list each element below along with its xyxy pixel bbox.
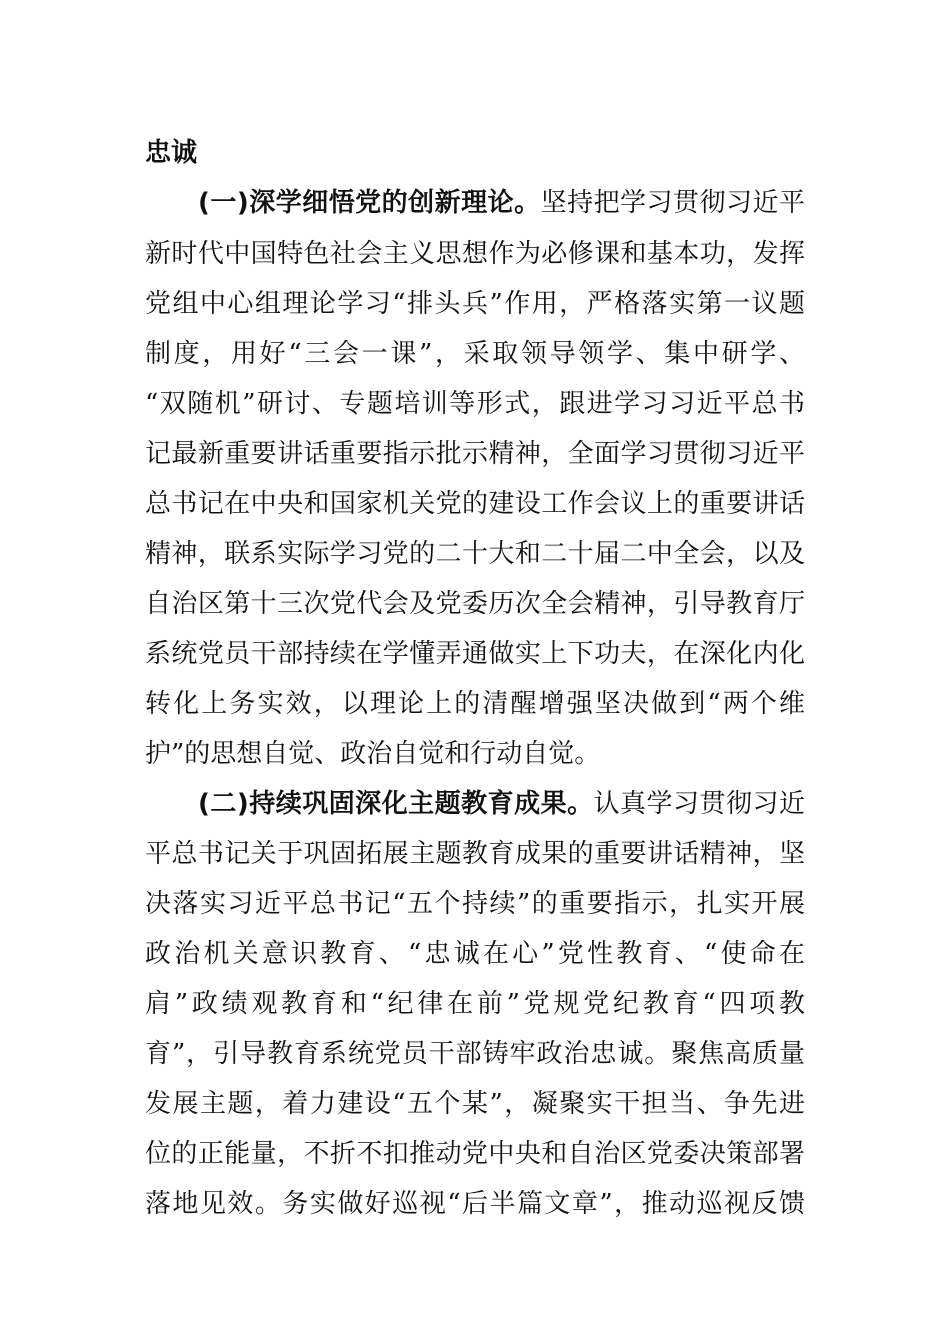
section2-line-6: 发展主题，着力建设“五个某”，凝聚实干担当、争先进 (145, 1089, 805, 1119)
section1-line-0: 坚持把学习贯彻习近平 (540, 188, 805, 218)
section1-first-line (198, 183, 805, 223)
section1-line-9: 系统党员干部持续在学懂弄通做实上下功夫，在深化内化 (145, 639, 805, 669)
section1-line-10: 转化上务实效，以理论上的清醒增强坚决做到“两个维 (145, 689, 805, 719)
section1-line-7: 精神，联系实际学习党的二十大和二十届二中全会，以及 (145, 539, 805, 569)
section2-line-1: 平总书记关于巩固拓展主题教育成果的重要讲话精神，坚 (145, 839, 805, 869)
section2-line-0: 认真学习贯彻习近 (593, 789, 805, 819)
section1-line-1: 新时代中国特色社会主义思想作为必修课和基本功，发挥 (145, 239, 805, 269)
section1-heading: (一)深学细悟党的创新理论。 (198, 188, 541, 218)
section1-line-3: 制度，用好“三会一课”，采取领导领学、集中研学、 (145, 339, 805, 369)
section1-line-11: 护”的思想自觉、政治自觉和行动自觉。 (145, 739, 601, 769)
section2-line-5: 育”，引导教育系统党员干部铸牢政治忠诚。聚焦高质量 (145, 1039, 805, 1069)
section1-line-2: 党组中心组理论学习“排头兵”作用，严格落实第一议题 (145, 289, 805, 319)
section2-line-4: 肩”政绩观教育和“纪律在前”党规党纪教育“四项教 (145, 989, 805, 1019)
section2-line-3: 政治机关意识教育、“忠诚在心”党性教育、“使命在 (145, 939, 805, 969)
fragment-heading: 忠诚 (145, 138, 198, 168)
section1-line-5: 记最新重要讲话重要指示批示精神，全面学习贯彻习近平 (145, 439, 805, 469)
section2-line-8: 落地见效。务实做好巡视“后半篇文章”，推动巡视反馈 (145, 1189, 805, 1219)
section2-line-2: 决落实习近平总书记“五个持续”的重要指示，扎实开展 (145, 889, 805, 919)
section1-line-8: 自治区第十三次党代会及党委历次全会精神，引导教育厅 (145, 589, 805, 619)
section1-line-4: “双随机”研讨、专题培训等形式，跟进学习习近平总书 (145, 389, 805, 419)
section2-first-line (198, 784, 805, 824)
section2-line-7: 位的正能量，不折不扣推动党中央和自治区党委决策部署 (145, 1139, 805, 1169)
section1-line-6: 总书记在中央和国家机关党的建设工作会议上的重要讲话 (145, 489, 805, 519)
section2-heading: (二)持续巩固深化主题教育成果。 (198, 789, 594, 819)
